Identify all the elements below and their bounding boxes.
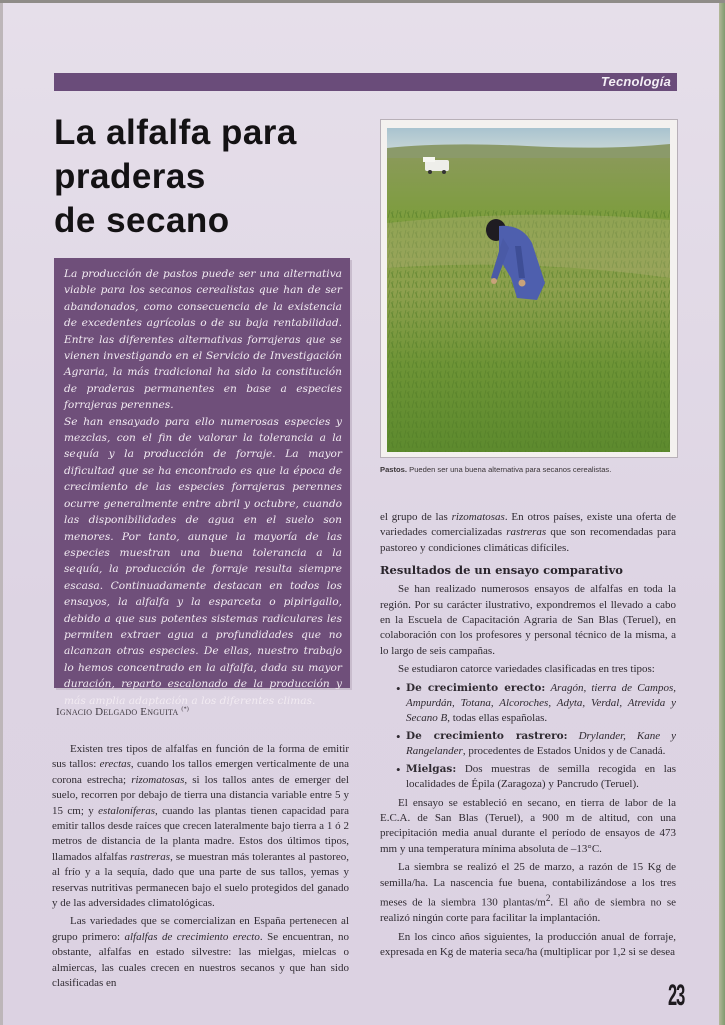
body-paragraph: El ensayo se estableció en secano, en tierra de labor de la E.C.A. de San Blas (Teruel), a 900 m de altitud, con una precipitación media anual durante el período de ensayos de 473 mm y una temperatura mínima absoluta de –13°C. — [380, 796, 676, 855]
text-run: , si los tallos antes de emerger del suelo, recorren por debajo de tierra una distancia variable entre 5 y 15 cm; y — [52, 773, 349, 817]
text-run: Las variedades que se comercializan en España pertenecen al grupo primero: — [52, 915, 349, 943]
text-run: Existen tres tipos de alfalfas en función de la forma de emitir sus tallos: — [52, 743, 349, 771]
body-column-left — [52, 742, 349, 995]
term-crecimiento-erecto: alfalfas de crecimiento erecto — [124, 930, 260, 943]
text-run: , cuando los tallos emergen verticalmente de una corona estrecha; — [52, 758, 349, 786]
type-note: Dos muestras de semilla recogida en las localidades de Épila (Zaragoza) y Pancrudo (Teruel). — [406, 762, 676, 790]
body-paragraph: Se estudiaron catorce variedades clasificadas en tres tipos: — [398, 663, 655, 676]
superscript: 2 — [545, 893, 551, 904]
text-run: . El año de siembra no se realizó ningún corte para facilitar la implantación. — [380, 896, 677, 925]
article-title — [54, 111, 374, 243]
text-run: que son recomendadas para pastoreo y condiciones climáticas difíciles. — [380, 526, 676, 554]
list-item — [406, 762, 676, 792]
page-number: 23 — [668, 979, 685, 1012]
page-left-edge — [0, 3, 3, 1025]
section-subheading: Resultados de un ensayo comparativo — [380, 563, 623, 578]
term-rastreras: rastreras — [130, 850, 171, 863]
text-run: , se muestran más tolerantes al pastoreo, al frío y a la sequía, dado que una parte de sus tallos, yemas y reservas nutritivas permanecen bajo el suelo protegidos del ganado y de las adversidades climatológicas. — [52, 850, 349, 910]
type-label: De crecimiento erecto: — [406, 681, 546, 694]
photo-caption — [380, 465, 680, 474]
text-run: , cuando las plantas tienen capacidad para emitir tallos desde raíces que crecen lateralmente bajo tierra a 1 ó 2 metros de distancia de la planta madre. Estos dos últimos tipos, llamados alfalfas — [52, 804, 349, 863]
author-name: Ignacio Delgado Enguita — [56, 706, 179, 718]
body-paragraph: En los cinco años siguientes, la producción anual de forraje, expresada en Kg de materia seca/ha (multiplicar por 1,2 si se desea — [380, 930, 676, 958]
text-run: . En otros países, existe una oferta de variedades comercializadas — [380, 511, 677, 539]
author-note: (*) — [181, 706, 190, 713]
type-label: De crecimiento rastrero: — [406, 729, 568, 742]
type-note: , procedentes de Estados Unidos y de Canadá. — [462, 744, 666, 757]
type-varieties: Drylander, Kane y Rangelander — [406, 729, 677, 757]
type-varieties: Aragón, tierra de Campos, Ampurdán, Totana, Alcoroches, Adyta, Verdal, Atrevida y Secano B — [406, 681, 676, 724]
title-line: de secano — [54, 201, 230, 240]
text-run: . Se encuentran, no obstante, alfalfas en estado silvestre: las mielgas, mielcas o almiercas, las cuales crecen en nuestros secanos y que han sido clasificadas en — [52, 930, 350, 990]
lead-paragraph: Se han ensayado para ello numerosas especies y mezclas, con el fin de valorar la tolerancia a la sequía y la producción de forraje. La mayor dificultad que se ha encontrado es que la época de crecimiento de las especies forrajeras perennes ocurre generalmente entre abril y octubre, cuando las disponibilidades de agua en el suelo son menores. Por tanto, aunque la mayoría de las especies muestran una buena tolerancia a la sequía, la producción de forraje resulta siempre escasa. Continuadamente destacan en todos los ensayos, la alfalfa y la esparceta o pipirigallo, debido a que sus potentes sistemas radiculares les permiten extraer agua a profundidades que no alcanzan otras especies. De ellas, nuestro trabajo lo hemos concentrado en la alfalfa, dada su mayor duración, reparto escalonado de la producción y más amplia adaptación a los diferentes climas. — [64, 415, 342, 707]
section-header-bar — [54, 73, 677, 91]
text-run: el grupo de las — [380, 511, 452, 523]
lead-text — [64, 266, 342, 709]
body-paragraph — [380, 860, 676, 926]
author-byline — [56, 706, 189, 718]
term-estaloniferas: estaloníferas — [98, 804, 155, 817]
body-paragraph: Se han realizado numerosos ensayos de alfalfas en toda la región. Por su carácter ilustrativo, expondremos el llevado a cabo en la Escuela de Capacitación Agraria de San Blas (Teruel), en colaboración con los profesores y personal técnico de la misma, a lo largo de seis campañas. — [380, 583, 676, 657]
caption-text: Pueden ser una buena alternativa para secanos cerealistas. — [407, 465, 612, 474]
body-paragraph — [52, 742, 349, 911]
body-paragraph-continued — [380, 510, 676, 556]
alfalfa-field-image — [387, 128, 670, 452]
list-item — [406, 729, 676, 759]
term-erectas: erectas — [99, 758, 131, 771]
body-paragraph — [52, 914, 349, 991]
variety-types-list — [380, 681, 676, 792]
type-label: Mielgas: — [406, 762, 457, 775]
body-column-right — [380, 510, 676, 963]
section-label: Tecnología — [600, 74, 671, 89]
lead-box — [54, 258, 350, 707]
lead-paragraph: La producción de pastos puede ser una alternativa viable para los secanos cerealistas que han de ser abandonados, como consecuencia de la existencia de excedentes agrícolas o de su baja rentabilidad. Entre las diferentes alternativas forrajeras que se vienen investigando en el Servicio de Investigación Agraria, la más tradicional ha sido la constitución de praderas permanentes en base a especies forrajeras perennes. — [64, 268, 342, 412]
term-rizomatosas: rizomatosas — [131, 773, 185, 786]
list-item — [406, 681, 676, 726]
field-photo — [387, 128, 670, 452]
caption-title: Pastos. — [380, 465, 408, 474]
term-rastreras: rastreras — [506, 526, 547, 539]
page-right-edge — [719, 3, 725, 1025]
term-rizomatosas: rizomatosas — [451, 511, 505, 523]
photo-frame — [380, 119, 678, 458]
title-line: praderas — [54, 157, 206, 196]
title-line: La alfalfa para — [54, 113, 297, 152]
sky — [387, 128, 670, 148]
text-run: La siembra se realizó el 25 de marzo, a razón de 15 Kg de semilla/ha. La nascencia fue buena, contabilizándose a los tres meses de la siembra 130 plantas/m — [380, 861, 676, 909]
type-note: , todas ellas españolas. — [447, 711, 548, 724]
